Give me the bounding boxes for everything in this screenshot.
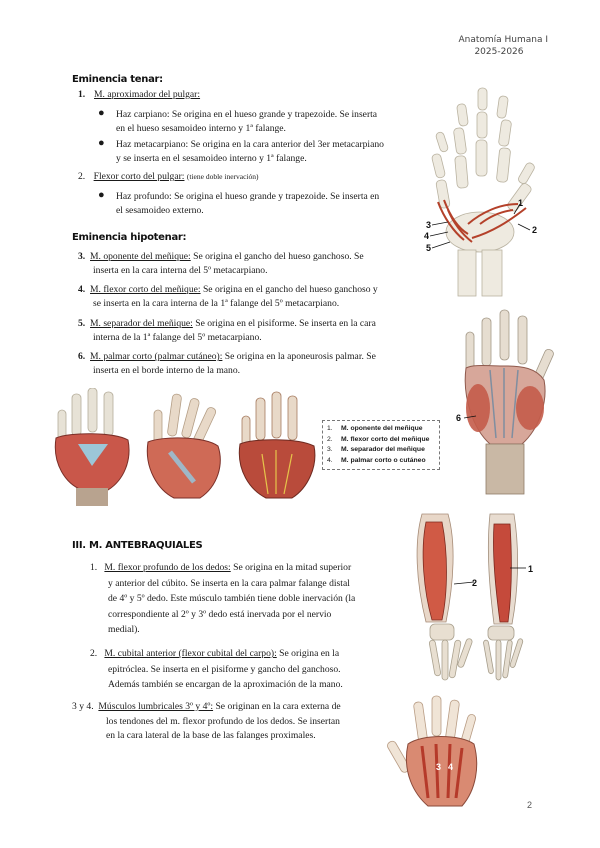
legend-item: 4. M. palmar corto o cutáneo (327, 456, 426, 464)
callout-label: 6 (456, 413, 462, 423)
legend-item: 2. M. flexor corto del meñique (327, 435, 430, 443)
section-title-hipotenar: Eminencia hipotenar: (72, 232, 187, 243)
list-item: 3 y 4. Músculos lumbricales 3º y 4º: Se originan en la cara externa de los tendones del m. flexor profundo de los dedos. Se insertan en la cara lateral de la base de las falanges proximales. (72, 701, 341, 741)
callout-label: 4 (424, 231, 430, 241)
forearm-illustration-1 (402, 512, 482, 688)
callout-label: 4 (448, 762, 454, 772)
page-header (458, 34, 548, 58)
list-item: Haz profundo: Se origina el hueso grande y trapezoide. Se inserta en el sesamoideo externo. (116, 191, 380, 216)
legend-item: 3. M. separador del meñique (327, 446, 425, 453)
section-title-antebraquiales: III. M. ANTEBRAQUIALES (72, 540, 203, 551)
list-item: 2. Flexor corto del pulgar: (tiene doble inervación) (78, 171, 259, 182)
hand-illustration-2 (140, 390, 226, 508)
muscle-legend (322, 420, 440, 470)
list-item: 1. M. flexor profundo de los dedos: Se origina en la mitad superior y anterior del cúbito. Se inserta en la cara palmar falange distal de 4º y 5º dedo. Este músculo también tiene doble inervación (la correspondiente al 2º y 3º dedo está inervada por el nervio medial). (90, 562, 356, 635)
muscle-name: M. aproximador del pulgar: (94, 89, 201, 100)
legend-item: 1. M. oponente del meñique (327, 425, 423, 432)
course-year: 2025-2026 (474, 47, 524, 57)
lumbricals-illustration (382, 694, 502, 810)
callout-label: 3 (426, 220, 432, 230)
palm-muscles-illustration (452, 308, 558, 496)
callout-label: 5 (426, 243, 432, 253)
callout-label: 1 (528, 564, 534, 574)
list-item: 4. M. flexor corto del meñique: Se origina en el gancho del hueso ganchoso y se inserta en la cara interna de la 1ª falange del 5º metacarpiano. (78, 284, 378, 309)
section-title-tenar: Eminencia tenar: (72, 74, 163, 85)
list-item: 3. M. oponente del meñique: Se origina el gancho del hueso ganchoso. Se inserta en la cara interna del 5º metacarpiano. (78, 251, 364, 276)
list-item: 5. M. separador del meñique: Se origina en el pisiforme. Se inserta en la cara interna de la 1ª falange del 5º metacarpiano. (78, 318, 376, 343)
forearm-illustration-2 (472, 512, 542, 688)
callout-label: 2 (472, 578, 478, 588)
bullet-icon: ● (98, 107, 105, 119)
course-title: Anatomía Humana I (458, 35, 548, 45)
callout-label: 2 (532, 225, 538, 235)
list-item: 1. M. aproximador del pulgar: (78, 89, 201, 100)
bullet-icon: ● (98, 137, 105, 149)
callout-label: 1 (518, 198, 524, 208)
list-item: 2. M. cubital anterior (flexor cubital del carpo): Se origina en la epitróclea. Se inserta en el pisiforme y gancho del ganchoso. Además también se encargan de la aproximación de la mano. (90, 648, 343, 690)
hand-illustration-3 (236, 390, 320, 510)
list-item: Haz carpiano: Se origina en el hueso grande y trapezoide. Se inserta en el hueso sesamoideo interno y 1ª falange. (116, 109, 378, 134)
bullet-icon: ● (98, 189, 105, 201)
hand-skeleton-illustration (418, 82, 548, 300)
list-item: Haz metacarpiano: Se origina en la cara anterior del 3er metacarpiano y se inserta en el sesamoideo interno y 1ª falange. (116, 139, 384, 164)
callout-label: 3 (436, 762, 442, 772)
list-item: 6. M. palmar corto (palmar cutáneo): Se origina en la aponeurosis palmar. Se inserta en el borde interno de la mano. (78, 351, 376, 376)
page-number: 2 (526, 800, 532, 810)
muscle-name: Flexor corto del pulgar: (93, 171, 185, 182)
hand-illustration-1 (52, 388, 132, 506)
